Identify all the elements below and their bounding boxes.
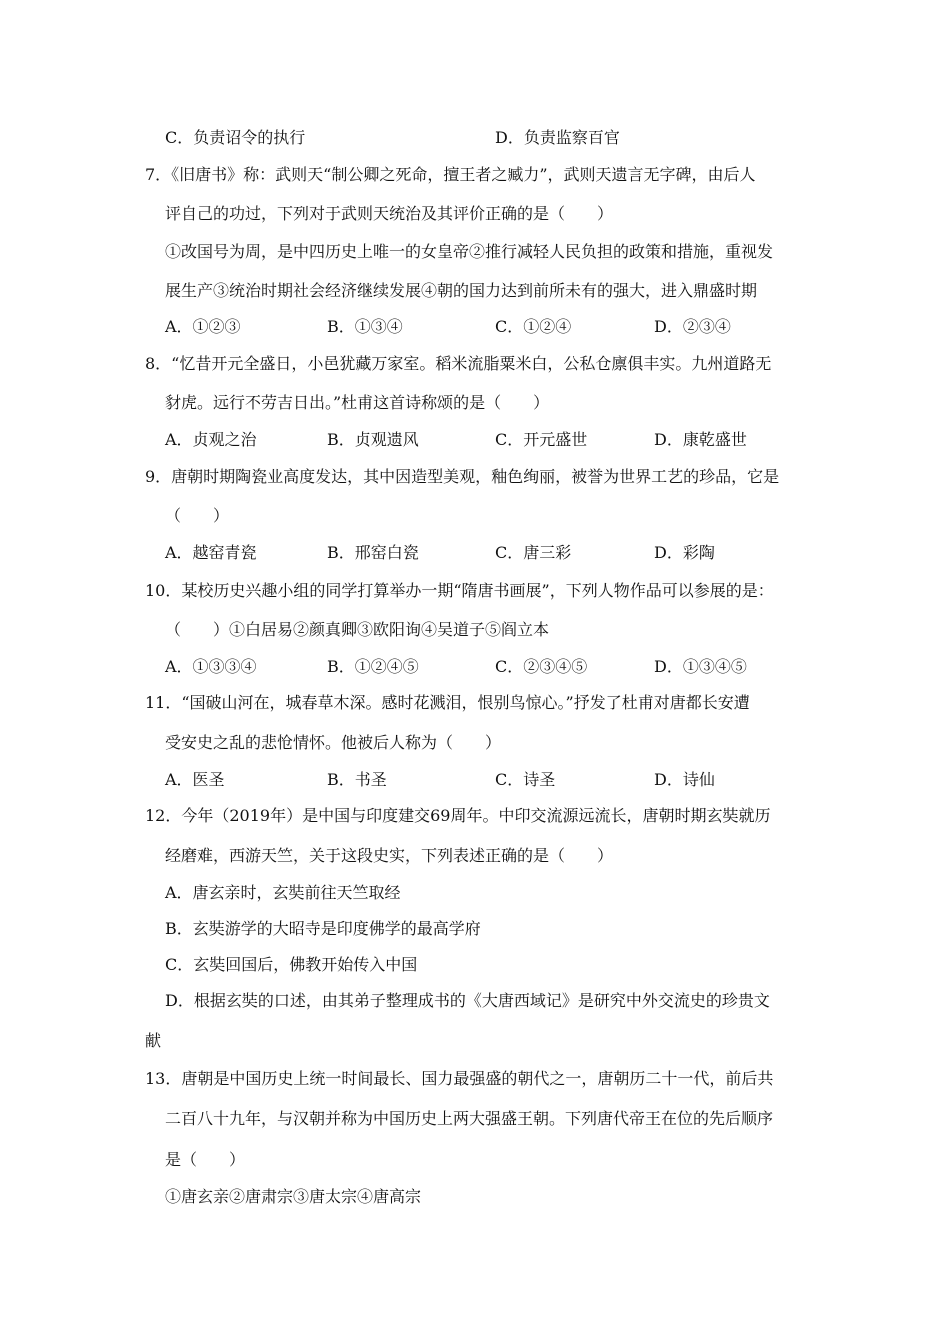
q11-option-d: D．诗仙: [654, 770, 715, 789]
q6-option-c: C．负责诏令的执行: [165, 128, 306, 147]
q7-stem-line3: ①改国号为周，是中四历史上唯一的女皇帝②推行减轻人民负担的政策和措施，重视发: [165, 242, 774, 261]
q11-option-a: A．医圣: [165, 770, 225, 789]
q9-stem-line1: 9．唐朝时期陶瓷业高度发达，其中因造型美观，釉色绚丽，被誉为世界工艺的珍品，它是: [145, 467, 780, 486]
q9-option-d: D．彩陶: [654, 543, 715, 562]
q13-stem-line4: ①唐玄亲②唐肃宗③唐太宗④唐高宗: [165, 1187, 422, 1206]
q9-stem-line2: （ ）: [165, 506, 230, 525]
q9-option-c: C．唐三彩: [495, 543, 572, 562]
q12-option-c: C．玄奘回国后，佛教开始传入中国: [165, 955, 418, 974]
q7-option-c: C．①②④: [495, 317, 572, 336]
q13-stem-line1: 13．唐朝是中国历史上统一时间最长、国力最强盛的朝代之一，唐朝历二十一代，前后共: [145, 1069, 774, 1088]
q11-option-c: C．诗圣: [495, 770, 556, 789]
q8-option-b: B．贞观遗风: [327, 430, 419, 449]
q10-option-a: A．①③③④: [165, 657, 257, 676]
q8-stem-line2: 豺虎。远行不劳吉日出。”杜甫这首诗称颂的是（ ）: [165, 393, 550, 412]
q7-option-b: B．①③④: [327, 317, 403, 336]
q13-stem-line3: 是（ ）: [165, 1150, 246, 1169]
q6-option-d: D．负责监察百官: [495, 128, 620, 147]
q12-stem-line1: 12．今年（2019年）是中国与印度建交69周年。中印交流源远流长，唐朝时期玄奘就历: [145, 806, 771, 825]
q7-stem-line2: 评自己的功过，下列对于武则天统治及其评价正确的是（ ）: [165, 204, 614, 223]
q10-option-d: D．①③④⑤: [654, 657, 747, 676]
q12-option-b: B．玄奘游学的大昭寺是印度佛学的最高学府: [165, 919, 481, 938]
q10-option-c: C．②③④⑤: [495, 657, 588, 676]
q7-stem-line1: 7．《旧唐书》称：武则天“制公卿之死命，擅王者之臧力”，武则天遗言无字碑，由后人: [145, 165, 756, 184]
q7-stem-line4: 展生产③统治时期社会经济继续发展④朝的国力达到前所未有的强大，进入鼎盛时期: [165, 281, 758, 300]
q11-stem-line1: 11．“国破山河在，城春草木深。感时花溅泪，恨别鸟惊心。”抒发了杜甫对唐都长安遭: [145, 693, 750, 712]
q10-stem-line1: 10．某校历史兴趣小组的同学打算举办一期“隋唐书画展”，下列人物作品可以参展的是：: [145, 581, 774, 600]
q8-option-d: D．康乾盛世: [654, 430, 747, 449]
q12-option-d-continued: 献: [145, 1031, 162, 1050]
q10-option-b: B．①②④⑤: [327, 657, 419, 676]
q8-stem-line1: 8．“忆昔开元全盛日，小邑犹藏万家室。稻米流脂粟米白，公私仓廪俱丰实。九州道路无: [145, 354, 772, 373]
q11-option-b: B．书圣: [327, 770, 387, 789]
q12-stem-line2: 经磨难，西游天竺，关于这段史实，下列表述正确的是（ ）: [165, 846, 614, 865]
q8-option-c: C．开元盛世: [495, 430, 588, 449]
q10-stem-line2: （ ）①白居易②颜真卿③欧阳询④吴道子⑤阎立本: [165, 620, 550, 639]
q11-stem-line2: 受安史之乱的悲怆情怀。他被后人称为（ ）: [165, 733, 502, 752]
q13-stem-line2: 二百八十九年，与汉朝并称为中国历史上两大强盛王朝。下列唐代帝王在位的先后顺序: [165, 1109, 774, 1128]
q9-option-a: A．越窑青瓷: [165, 543, 257, 562]
q12-option-d: D．根据玄奘的口述，由其弟子整理成书的《大唐西域记》是研究中外交流史的珍贵文: [165, 991, 770, 1010]
q7-option-a: A．①②③: [165, 317, 241, 336]
q8-option-a: A．贞观之治: [165, 430, 257, 449]
q9-option-b: B．邢窑白瓷: [327, 543, 419, 562]
q7-option-d: D．②③④: [654, 317, 731, 336]
q12-option-a: A．唐玄亲时，玄奘前往天竺取经: [165, 883, 401, 902]
